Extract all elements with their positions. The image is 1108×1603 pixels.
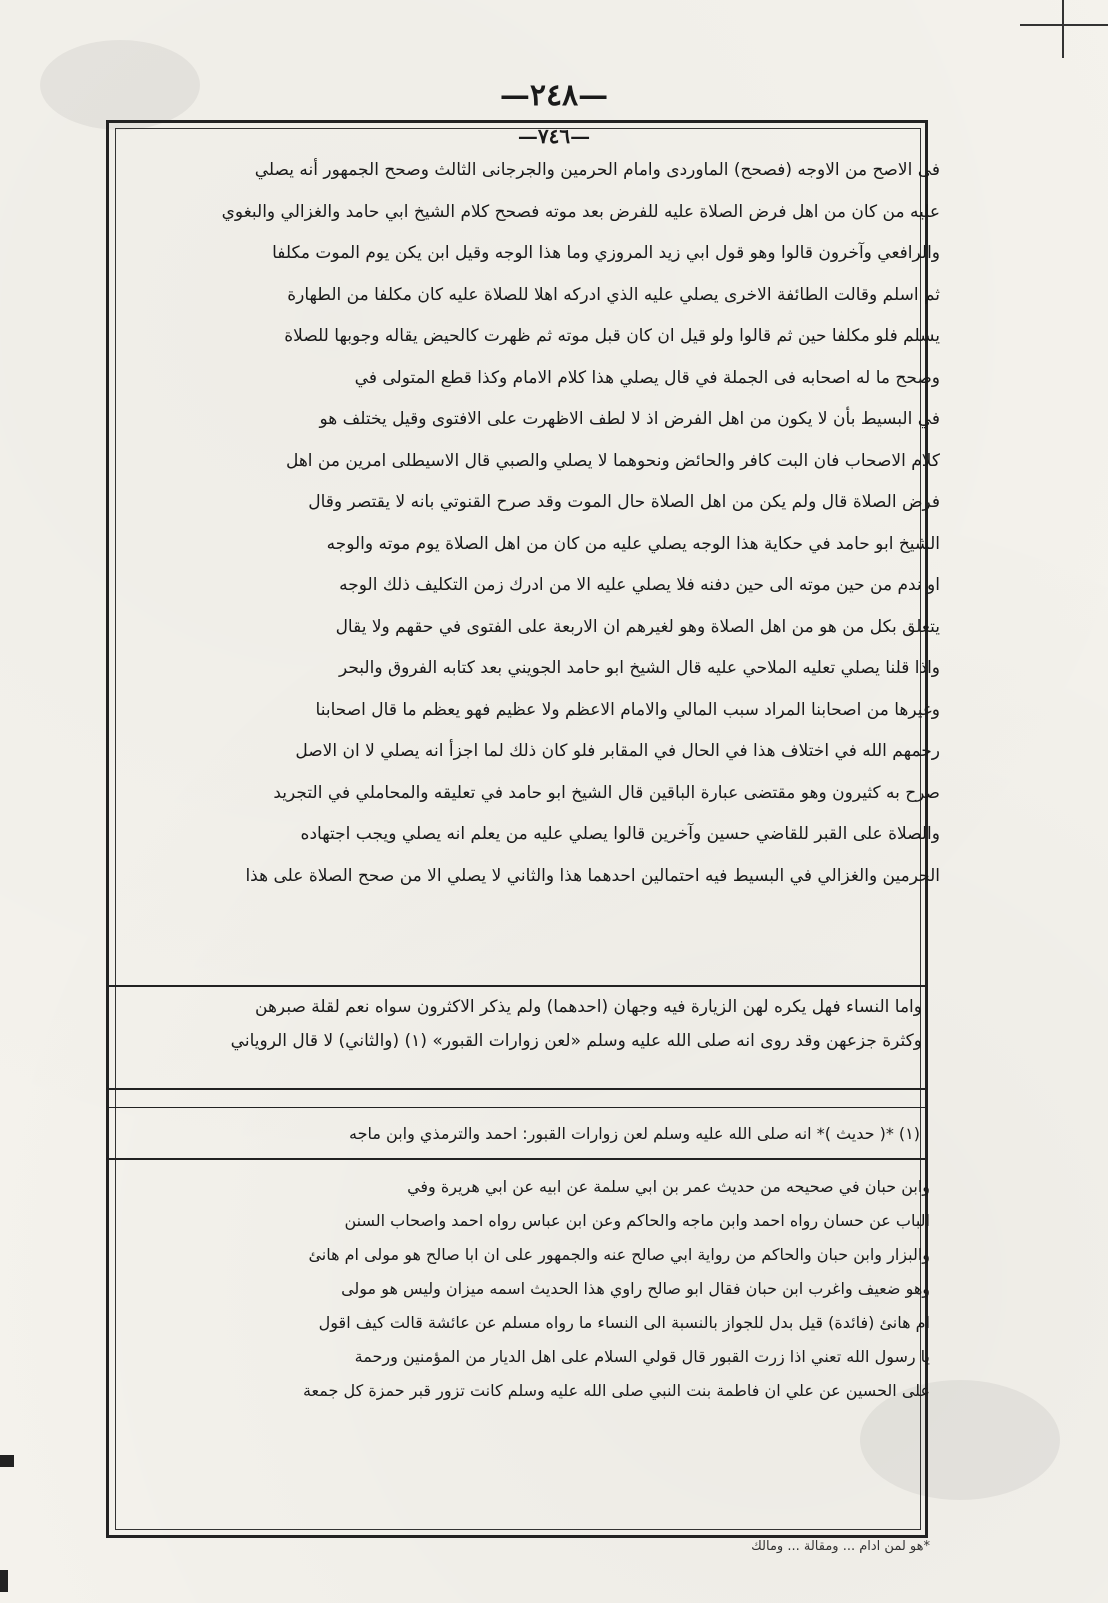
main-text: [162, 150, 940, 897]
section-divider: [108, 1158, 928, 1160]
page-number: —٢٤٨—: [499, 78, 609, 113]
crop-mark: [1062, 0, 1064, 58]
text-line: كلام الاصحاب فان البت كافر والحائض ونحوهما لا يصلي والصبي قال الاسيطلى امرين من اهل: [285, 450, 940, 471]
text-line: وابن حبان في صحيحه من حديث عمر بن ابي سلمة عن ابيه عن ابي هريرة وفي: [407, 1177, 930, 1196]
footnote-top: [130, 1120, 920, 1148]
text-line: فرض الصلاة قال ولم يكن من اهل الصلاة حال الموت وقد صرح القنوتي بانه لا يقتصر وقال: [308, 492, 940, 512]
text-line: وغيرها من اصحابنا المراد سبب المالي والامام الاعظم ولا عظيم فهو يعظم ما قال اصحابنا: [315, 699, 940, 720]
footnote-line: *هو لمن ادام ... ومقالة ... ومالك: [751, 1539, 930, 1554]
text-line: فى الاصح من الاوجه (فصحح) الماوردى وامام الحرمين والجرجانى الثالث وصحح الجمهور أنه يصلي: [254, 160, 940, 180]
text-line: والصلاة على القبر للقاضي حسين وآخرين قالوا يصلي عليه من يعلم انه يصلي ويجب اجتهاده: [300, 824, 940, 844]
text-line: ام هانئ (فائدة) قيل بدل للجواز بالنسبة الى النساء ما رواه مسلم عن عائشة قالت كيف اقول: [318, 1313, 930, 1332]
text-line: ثم اسلم وقالت الطائفة الاخرى يصلي عليه الذي ادركه اهلا للصلاة عليه كان مكلفا من الطهارة: [287, 284, 940, 305]
footnote-bottom: [130, 1535, 930, 1559]
text-line: وكثرة جزعهن وقد روى انه صلى الله عليه وسلم «لعن زوارات القبور» (١) (والثاني) لا قال الروياني: [230, 1031, 922, 1051]
text-line: وهو ضعيف واغرب ابن حبان فقال ابو صالح راوي هذا الحديث اسمه ميزان وليس هو مولى: [341, 1279, 930, 1298]
binding-mark: [0, 1570, 8, 1592]
text-line: الشيخ ابو حامد في حكاية هذا الوجه يصلي عليه من كان من اهل الصلاة يوم موته والوجه: [326, 533, 940, 554]
text-line: والبزار وابن حبان والحاكم من رواية ابي صالح عنه والجمهور على ان ابا صالح هو مولى ام هانئ: [308, 1245, 930, 1264]
text-line: في البسيط بأن لا يكون من اهل الفرض اذ لا لطف الاظهرت على الافتوى وقيل يختلف هو: [319, 409, 940, 429]
text-line: واذا قلنا يصلي تعليه الملاحي عليه قال الشيخ ابو حامد الجويني بعد كتابه الفروق والبحر: [338, 658, 940, 678]
text-line: على الحسين عن علي ان فاطمة بنت النبي صلى الله عليه وسلم كانت تزور قبر حمزة كل جمعة: [302, 1381, 930, 1400]
binding-mark: [0, 1455, 14, 1467]
section-divider: [108, 1088, 928, 1090]
footnote-line: (١) *( حديث )* انه صلى الله عليه وسلم لعن زوارات القبور: احمد والترمذي وابن ماجه: [349, 1124, 920, 1143]
section-divider: [108, 985, 928, 987]
text-line: رحمهم الله في اختلاف هذا في الحال في المقابر فلو كان ذلك لما اجزأ انه يصلي لا ان الاصل: [295, 741, 940, 761]
middle-text: [162, 990, 922, 1058]
section-divider: [108, 1107, 928, 1108]
bottom-text: [130, 1170, 930, 1408]
crop-mark: [1020, 24, 1108, 26]
text-line: او ندم من حين موته الى حين دفنه فلا يصلي عليه الا من ادرك زمن التكليف ذلك الوجه: [339, 575, 940, 595]
text-line: والرافعي وآخرون قالوا وهو قول ابي زيد المروزي وما هذا الوجه وقيل ابن يكن يوم الموت مكلفا: [272, 243, 940, 263]
text-line: عليه من كان من اهل فرض الصلاة عليه للفرض بعد موته فصحح كلام الشيخ ابي حامد والغزالي والبغوي: [221, 201, 940, 222]
text-line: يسلم فلو مكلفا حين ثم قالوا ولو قيل ان كان قبل موته ثم ظهرت كالحيض يقاله وجوبها للصلاة: [284, 326, 940, 346]
text-line: صرح به كثيرون وهو مقتضى عبارة الباقين قال الشيخ ابو حامد في تعليقه والمحاملي في التجريد: [273, 782, 940, 803]
text-line: يتعلق بكل من هو من اهل الصلاة وهو لغيرهم ان الاربعة على الفتوى في حقهم ولا يقال: [335, 616, 940, 637]
original-page-number: —٧٤٦—: [517, 124, 591, 148]
text-line: يا رسول الله تعني اذا زرت القبور قال قولي السلام على اهل الديار من المؤمنين ورحمة: [354, 1347, 930, 1366]
text-line: واما النساء فهل يكره لهن الزيارة فيه وجهان (احدهما) ولم يذكر الاكثرون سواه نعم لقلة صبرهن: [255, 997, 922, 1017]
text-line: وصحح ما له اصحابه فى الجملة في قال يصلي هذا كلام الامام وكذا قطع المتولى في: [354, 367, 940, 388]
text-line: الباب عن حسان رواه احمد وابن ماجه والحاكم وعن ابن عباس رواه احمد واصحاب السنن: [344, 1211, 930, 1230]
text-line: الحرمين والغزالي في البسيط فيه احتمالين احدهما هذا والثاني لا يصلي الا من صحح الصلاة على هذا: [245, 865, 940, 886]
